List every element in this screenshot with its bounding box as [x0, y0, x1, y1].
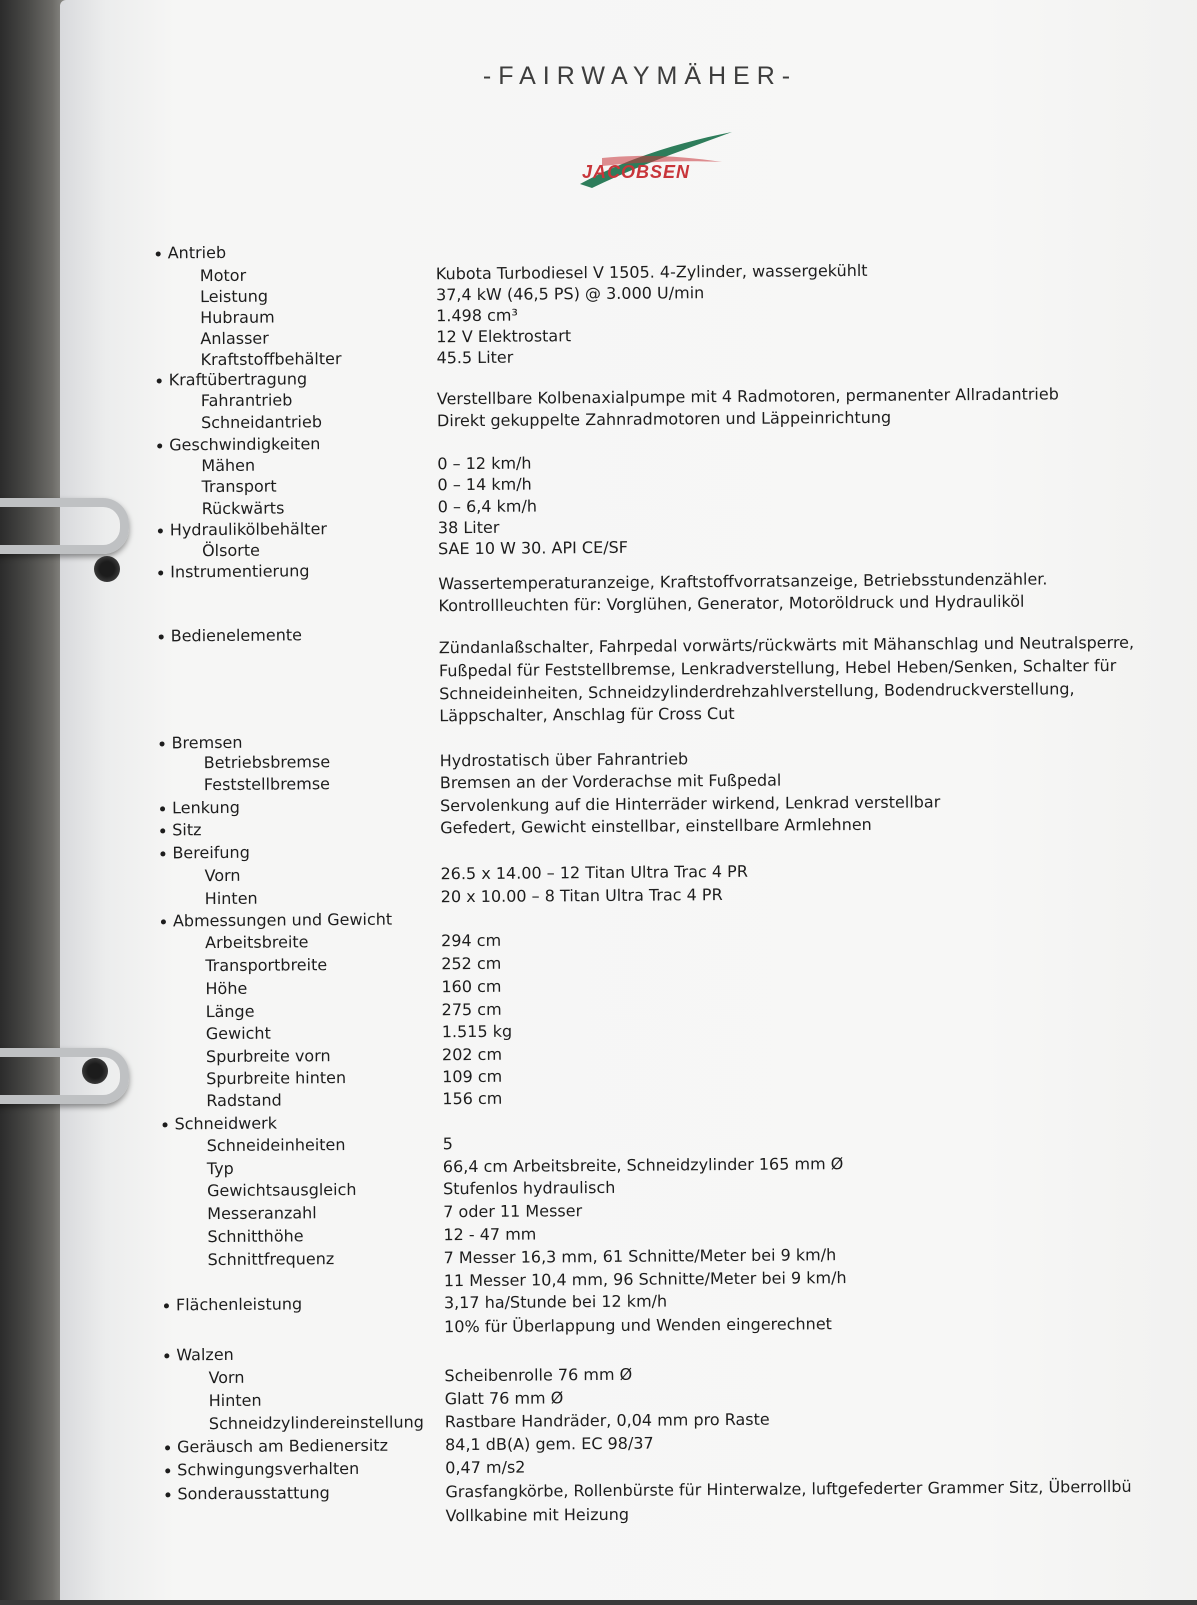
spec-row — [0, 725, 1196, 753]
item-value: SAE 10 W 30. API CE/SF — [437, 537, 628, 559]
section-label: Walzen — [176, 1344, 234, 1365]
section-label: Instrumentierung — [170, 561, 310, 582]
item-value: 10% für Überlappung und Wenden eingerechnet — [444, 1314, 832, 1337]
item-value: 37,4 kW (46,5 PS) @ 3.000 U/min — [435, 283, 705, 305]
section-label: Sitz — [172, 820, 202, 840]
item-value: 160 cm — [441, 976, 502, 997]
item-value: 109 cm — [442, 1066, 503, 1087]
item-label: Schneidzylindereinstellung — [208, 1412, 424, 1434]
section-label: Lenkung — [171, 797, 240, 818]
section-label: Bereifung — [172, 842, 250, 863]
item-value: Hydrostatisch über Fahrantrieb — [439, 749, 689, 771]
item-value: Rastbare Handräder, 0,04 mm pro Raste — [444, 1409, 770, 1432]
page-title: -FAIRWAYMÄHER- — [482, 62, 798, 90]
item-value: 12 V Elektrostart — [436, 326, 572, 347]
section-label: Bremsen — [171, 732, 243, 753]
item-value: 66,4 cm Arbeitsbreite, Schneidzylinder 165 mm Ø — [442, 1154, 844, 1177]
section-label: Geräusch am Bedienersitz — [176, 1435, 389, 1457]
item-value: 20 x 10.00 – 8 Titan Ultra Trac 4 PR — [440, 885, 723, 907]
item-value: Scheibenrolle 76 mm Ø — [444, 1364, 633, 1386]
item-label: Typ — [206, 1158, 234, 1179]
section-label: Abmessungen und Gewicht — [172, 909, 393, 931]
item-label: Transportbreite — [205, 955, 328, 976]
item-label: Hinten — [204, 888, 258, 909]
item-value: 252 cm — [441, 953, 502, 974]
item-label: Gewichtsausgleich — [206, 1179, 357, 1201]
item-label: Hubraum — [200, 307, 275, 328]
section-label: Hydraulikölbehälter — [169, 519, 328, 540]
item-label: Anlasser — [200, 328, 269, 349]
section-label: Geschwindigkeiten — [169, 434, 321, 455]
item-value: 275 cm — [441, 999, 502, 1020]
item-label: Motor — [199, 265, 247, 286]
item-label: Hinten — [208, 1390, 262, 1411]
item-value: Kubota Turbodiesel V 1505. 4-Zylinder, wassergekühlt — [435, 260, 868, 284]
item-value: 0 – 6,4 km/h — [437, 496, 538, 517]
item-value: 12 - 47 mm — [443, 1224, 537, 1245]
item-label: Gewicht — [205, 1023, 271, 1044]
item-label: Betriebsbremse — [203, 752, 331, 773]
item-value: 156 cm — [442, 1088, 503, 1109]
item-value: 5 — [442, 1134, 453, 1154]
item-label: Länge — [205, 1001, 255, 1022]
section-label: Sonderausstattung — [177, 1483, 330, 1504]
item-label: Vorn — [208, 1367, 245, 1388]
section-label: Antrieb — [167, 242, 227, 263]
item-label: Messeranzahl — [207, 1203, 317, 1224]
item-label: Fahrantrieb — [200, 390, 293, 411]
item-value: 0 – 12 km/h — [437, 453, 532, 474]
item-value: Stufenlos hydraulisch — [442, 1177, 616, 1199]
item-value: 45.5 Liter — [436, 347, 514, 368]
item-value: Zündanlaßschalter, Fahrpedal vorwärts/rückwärts mit Mähanschlag und Neutralsperre, — [438, 632, 1135, 658]
item-label: Arbeitsbreite — [205, 932, 309, 953]
item-value: 84,1 dB(A) gem. EC 98/37 — [444, 1433, 654, 1455]
item-label: Leistung — [199, 286, 269, 307]
item-value: 1.498 cm³ — [436, 305, 518, 326]
item-value: 202 cm — [441, 1044, 503, 1065]
item-value: 7 oder 11 Messer — [443, 1201, 583, 1222]
item-label: Schnitthöhe — [207, 1226, 304, 1247]
item-value: 3,17 ha/Stunde bei 12 km/h — [443, 1291, 668, 1313]
item-value: Grasfangkörbe, Rollenbürste für Hinterwalze, luftgefederter Grammer Sitz, Überrollbü — [445, 1476, 1132, 1502]
item-label: Mähen — [201, 455, 256, 476]
item-label: Höhe — [205, 978, 248, 999]
item-label: Kraftstoffbehälter — [200, 349, 342, 370]
item-value: Läppschalter, Anschlag für Cross Cut — [439, 703, 735, 726]
item-label: Spurbreite vorn — [205, 1046, 331, 1067]
item-label: Radstand — [206, 1090, 282, 1111]
item-value: Gefedert, Gewicht einstellbar, einstellbare Armlehnen — [440, 814, 872, 838]
spec-row — [4, 1337, 1197, 1365]
item-value: 26.5 x 14.00 – 12 Titan Ultra Trac 4 PR — [440, 861, 748, 884]
item-value: Vollkabine mit Heizung — [445, 1504, 630, 1526]
item-label: Spurbreite hinten — [206, 1068, 347, 1089]
section-label: Bedienelemente — [170, 625, 303, 646]
item-label: Schneideinheiten — [206, 1135, 346, 1156]
item-value: Glatt 76 mm Ø — [444, 1388, 564, 1409]
section-label: Schneidwerk — [174, 1113, 278, 1134]
item-value: 1.515 kg — [441, 1021, 513, 1042]
item-value: Kontrollleuchten für: Vorglühen, Generator, Motoröldruck und Hydrauliköl — [438, 591, 1025, 616]
section-label: Kraftübertragung — [168, 369, 308, 390]
item-label: Schneidantrieb — [200, 412, 323, 433]
item-label: Feststellbremse — [203, 774, 331, 795]
item-value: 11 Messer 10,4 mm, 96 Schnitte/Meter bei 9 km/h — [443, 1268, 847, 1291]
item-value: Direkt gekuppelte Zahnradmotoren und Läppeinrichtung — [436, 407, 892, 431]
item-value: 294 cm — [441, 930, 502, 951]
item-value: Servolenkung auf die Hinterräder wirkend, Lenkrad verstellbar — [439, 792, 941, 816]
item-label: Transport — [201, 476, 277, 497]
section-label: Schwingungsverhalten — [177, 1458, 360, 1480]
item-value: Wassertemperaturanzeige, Kraftstoffvorratsanzeige, Betriebsstundenzähler. — [438, 569, 1048, 594]
item-value: Fußpedal für Feststellbremse, Lenkradverstellung, Hebel Heben/Senken, Schalter für — [438, 655, 1117, 681]
item-value: Bremsen an der Vorderachse mit Fußpedal — [439, 770, 782, 793]
item-value: 7 Messer 16,3 mm, 61 Schnitte/Meter bei 9 km/h — [443, 1245, 837, 1268]
item-value: 0 – 14 km/h — [437, 474, 532, 495]
spec-row — [0, 235, 1193, 263]
item-value: Schneideinheiten, Schneidzylinderdrehzahlverstellung, Bodendruckverstellung, — [439, 679, 1075, 704]
item-value: Verstellbare Kolbenaxialpumpe mit 4 Radmotoren, permanenter Allradantrieb — [436, 384, 1059, 409]
item-label: Rückwärts — [201, 498, 285, 519]
logo-text: JACOBSEN — [582, 162, 691, 182]
item-label: Ölsorte — [201, 540, 260, 561]
item-label: Schnittfrequenz — [207, 1249, 335, 1270]
item-label: Vorn — [204, 865, 241, 886]
section-label: Flächenleistung — [175, 1294, 303, 1315]
item-value: 38 Liter — [437, 517, 500, 538]
item-value: 0,47 m/s2 — [445, 1457, 526, 1478]
